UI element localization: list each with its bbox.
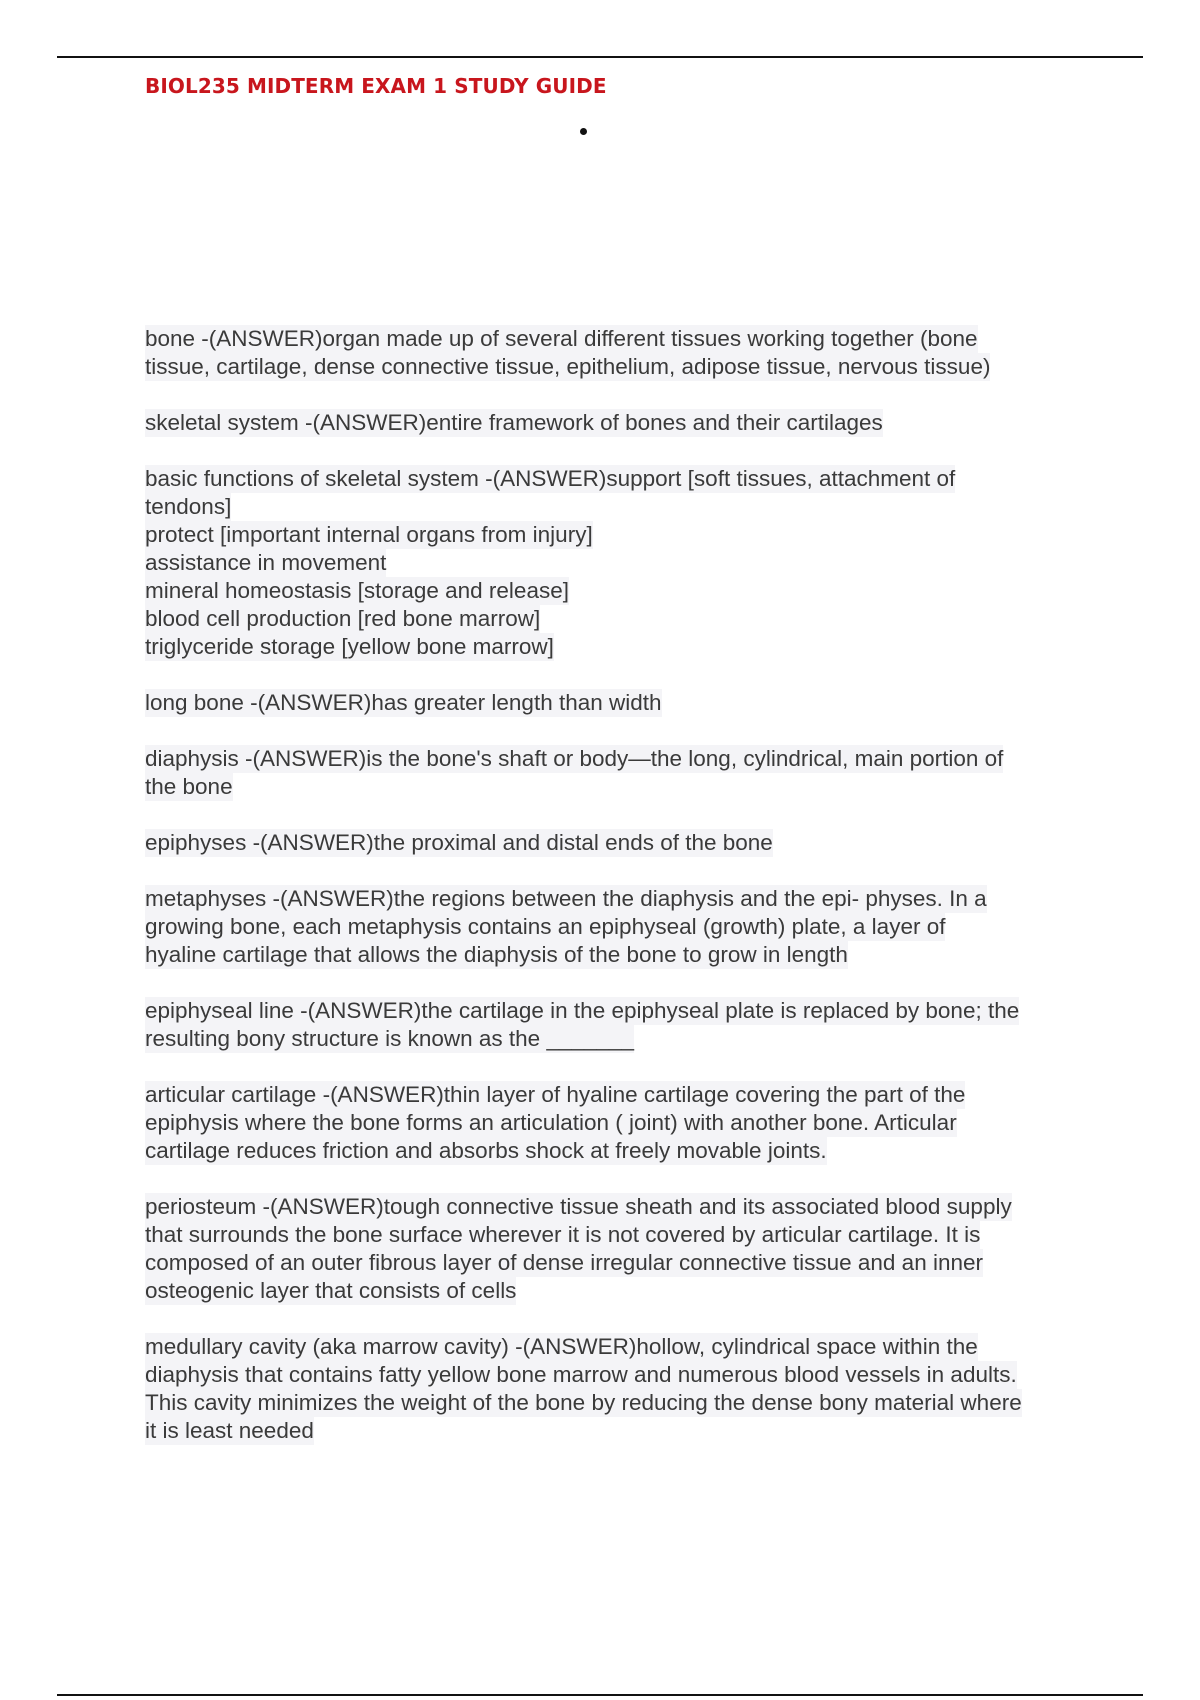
entry-text-line: long bone -(ANSWER)has greater length than width (145, 690, 662, 715)
flashcard-entry (145, 745, 1105, 801)
flashcard-entry (145, 997, 1105, 1053)
entry-text-line: growing bone, each metaphysis contains an epiphyseal (growth) plate, a layer of (145, 914, 946, 939)
entry-text-line: epiphyseal line -(ANSWER)the cartilage in the epiphyseal plate is replaced by bone; the (145, 998, 1020, 1023)
flashcard-entry (145, 829, 1105, 857)
entry-text-line: resulting bony structure is known as the _______ (145, 1026, 635, 1051)
entry-text-line: epiphyses -(ANSWER)the proximal and distal ends of the bone (145, 830, 773, 855)
flashcard-entry (145, 325, 1105, 381)
entry-text-line: diaphysis -(ANSWER)is the bone's shaft or body—the long, cylindrical, main portion of (145, 746, 1004, 771)
entry-text-line: osteogenic layer that consists of cells (145, 1278, 517, 1303)
entry-text-line: that surrounds the bone surface wherever it is not covered by articular cartilage. It is (145, 1222, 981, 1247)
flashcard-entry (145, 1081, 1105, 1165)
entry-text-line: articular cartilage -(ANSWER)thin layer of hyaline cartilage covering the part of the (145, 1082, 966, 1107)
bullet-marker (580, 128, 587, 135)
page-title: BIOL235 MIDTERM EXAM 1 STUDY GUIDE (145, 74, 607, 98)
flashcard-entry (145, 409, 1105, 437)
entry-text-line: metaphyses -(ANSWER)the regions between the diaphysis and the epi- physes. In a (145, 886, 987, 911)
entry-text-line: bone -(ANSWER)organ made up of several different tissues working together (bone (145, 326, 978, 351)
flashcard-list (145, 325, 1105, 1473)
flashcard-entry (145, 689, 1105, 717)
entry-text-line: periosteum -(ANSWER)tough connective tissue sheath and its associated blood supply (145, 1194, 1012, 1219)
entry-text-line: skeletal system -(ANSWER)entire framework of bones and their cartilages (145, 410, 883, 435)
entry-text-line: medullary cavity (aka marrow cavity) -(ANSWER)hollow, cylindrical space within the (145, 1334, 978, 1359)
footer-rule (57, 1694, 1143, 1696)
flashcard-entry (145, 1333, 1105, 1445)
entry-text-line: tendons] (145, 494, 232, 519)
entry-text-line: tissue, cartilage, dense connective tissue, epithelium, adipose tissue, nervous tissue) (145, 354, 991, 379)
entry-text-line: epiphysis where the bone forms an articulation ( joint) with another bone. Articular (145, 1110, 957, 1135)
entry-text-line: assistance in movement (145, 550, 387, 575)
entry-text-line: basic functions of skeletal system -(ANSWER)support [soft tissues, attachment of (145, 466, 956, 491)
entry-text-line: triglyceride storage [yellow bone marrow] (145, 634, 554, 659)
flashcard-entry (145, 465, 1105, 661)
entry-text-line: protect [important internal organs from injury] (145, 522, 593, 547)
entry-text-line: blood cell production [red bone marrow] (145, 606, 541, 631)
flashcard-entry (145, 885, 1105, 969)
entry-text-line: it is least needed (145, 1418, 314, 1443)
entry-text-line: the bone (145, 774, 233, 799)
header-rule (57, 56, 1143, 58)
entry-text-line: hyaline cartilage that allows the diaphysis of the bone to grow in length (145, 942, 848, 967)
entry-text-line: This cavity minimizes the weight of the bone by reducing the dense bony material where (145, 1390, 1022, 1415)
entry-text-line: composed of an outer fibrous layer of dense irregular connective tissue and an inner (145, 1250, 983, 1275)
entry-text-line: cartilage reduces friction and absorbs shock at freely movable joints. (145, 1138, 827, 1163)
entry-text-line: mineral homeostasis [storage and release] (145, 578, 569, 603)
entry-text-line: diaphysis that contains fatty yellow bone marrow and numerous blood vessels in adults. (145, 1362, 1017, 1387)
flashcard-entry (145, 1193, 1105, 1305)
